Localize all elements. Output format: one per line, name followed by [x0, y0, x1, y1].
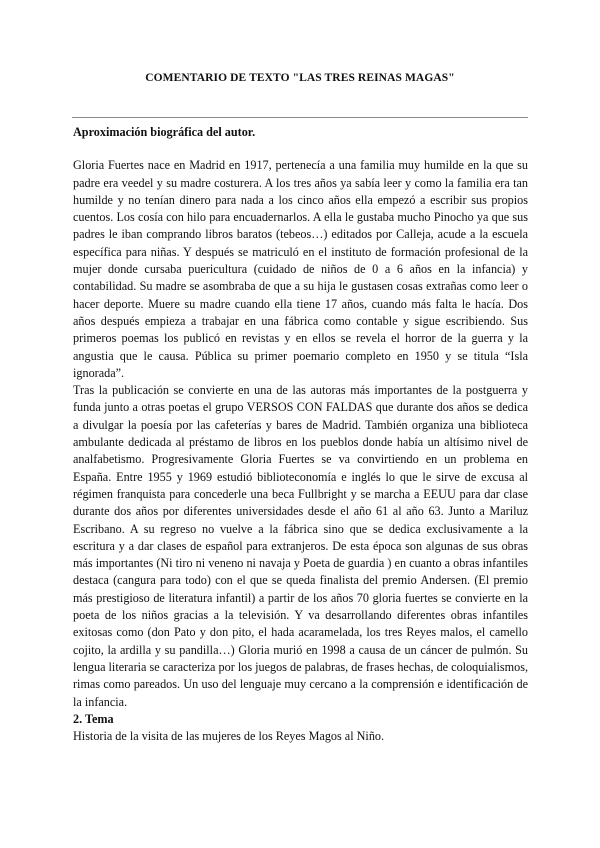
title-divider — [72, 117, 528, 118]
biography-paragraph-2: Tras la publicación se convierte en una de las autoras más importantes de la postguerra y funda junto a otras poetas el grupo VERSOS CON FALDAS que durante dos años se dedica a divulgar la poesía por las cafeterías y bares de Madrid. También organiza una biblioteca ambulante dedicada al préstamo de libros en los pueblos donde había un altísimo nivel de analfabetismo. Progresivamente Gloria Fuertes se va convirtiendo en un problema en España. Entre 1955 y 1969 estudió biblioteconomía e inglés lo que le sirve de excusa al régimen franquista para concederle una beca Fullbright y se marcha a EEUU para dar clase durante dos años por diferentes universidades desde el año 61 al año 63. Junto a Mariluz Escribano. A su regreso no vuelve a la fábrica sino que se dedica exclusivamente a la escritura y a dar clases de español para extranjeros. De esta época son algunas de sus obras más importantes (Ni tiro ni veneno ni navaja y Poeta de guardia ) en cuanto a obras infantiles destaca (cangura para todo) con el que se queda finalista del premio Andersen. (El premio más prestigioso de literatura infantil) a partir de los años 70 gloria fuertes se convierte en la poeta de los niños gracias a la televisión. Y va desarrollando diferentes obras infantiles exitosas como (don Pato y don pito, el hada acaramelada, los tres Reyes malos, el camello cojito, la ardilla y su pandilla…) Gloria murió en 1998 a causa de un cáncer de pulmón. Su lengua literaria se caracteriza por los juegos de palabras, de frases hechas, de coloquialismos, rimas como pareados. Un uso del lenguaje muy cercano a la comprensión e identificación de la infancia. — [73, 383, 528, 709]
document-body — [73, 124, 528, 745]
theme-paragraph: Historia de la visita de las mujeres de los Reyes Magos al Niño. — [73, 729, 385, 744]
section-heading-biography: Aproximación biográfica del autor. — [73, 125, 256, 139]
section-heading-theme: 2. Tema — [73, 711, 114, 726]
document-title: COMENTARIO DE TEXTO "LAS TRES REINAS MAGAS" — [145, 72, 455, 84]
biography-paragraph-1: Gloria Fuertes nace en Madrid en 1917, pertenecía a una familia muy humilde en la que su padre era veedel y su madre costurera. A los tres años ya sabía leer y como la familia era tan humilde y no tenían dinero para nada a los cinco años ella empezó a escribir sus propios cuentos. Los cosía con hilo para encuadernarlos. A ella le gustaba mucho Pinocho ya que sus padres le iban comprando libros baratos (tebeos…) editados por Calleja, acude a la escuela específica para niñas. Y después se matriculó en el instituto de formación profesional de la mujer donde cursaba puericultura (cuidado de niños de 0 a 6 años en la infancia) y contabilidad. Su madre se asombraba de que a su hija le gustasen cosas extrañas como leer o hacer deporte. Muere su madre cuando ella tiene 17 años, cuando más falta le hacía. Dos años después empieza a trabajar en una fábrica como contable y sigue escribiendo. Sus primeros poemas los publicó en revistas y en ellos se revela el horror de la guerra y la angustia que le causa. Pública su primer poemario completo en 1950 y se titula “Isla ignorada”. — [73, 158, 528, 380]
